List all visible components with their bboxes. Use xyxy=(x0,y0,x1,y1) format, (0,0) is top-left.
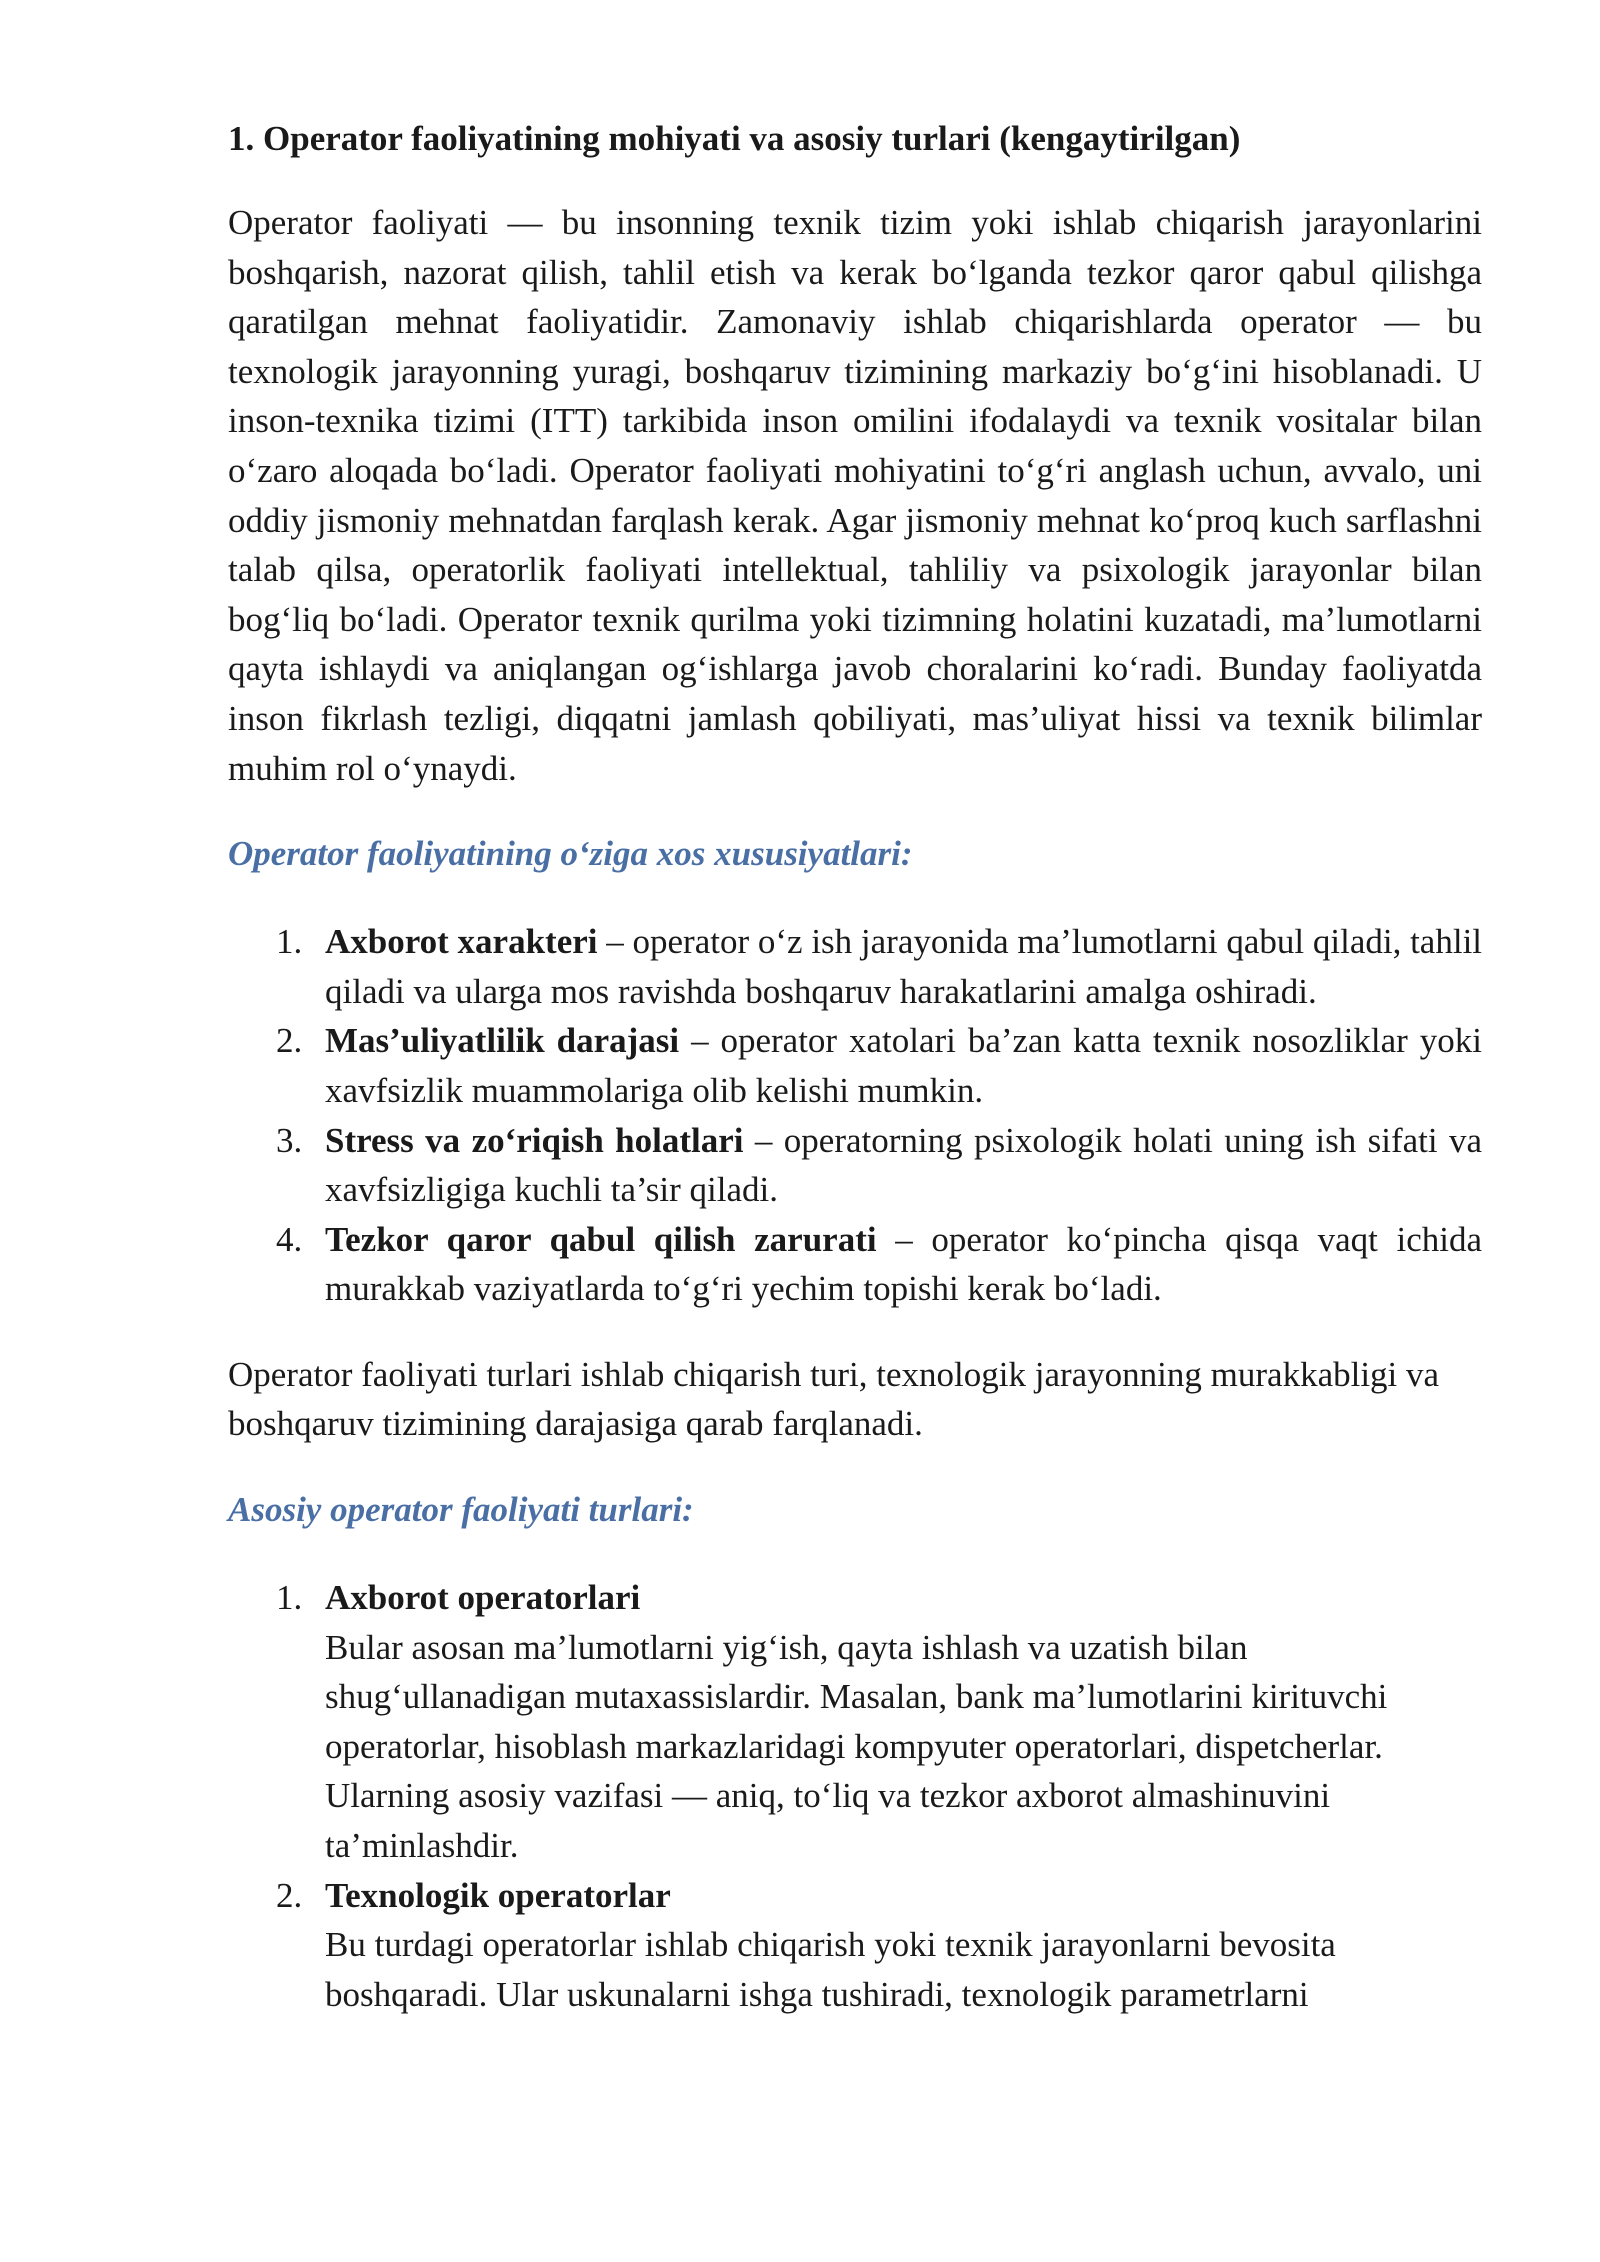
feature-text: – operatorning psixologik holati uning ish sifati va xavfsizligiga kuchli ta’sir qiladi. xyxy=(325,1120,1482,1210)
list-number: 1. xyxy=(276,922,303,962)
feature-title: Stress va zo‘riqish holatlari xyxy=(325,1120,744,1160)
types-list xyxy=(228,1573,1482,2019)
type-title: Texnologik operatorlar xyxy=(325,1875,671,1915)
types-intro-paragraph: Operator faoliyati turlari ishlab chiqarish turi, texnologik jarayonning murakkabligi va boshqaruv tizimining darajasiga qarab farqlanadi. xyxy=(228,1354,1440,1444)
features-list xyxy=(228,917,1482,1314)
feature-title: Axborot xarakteri xyxy=(325,922,598,962)
type-description: Bu turdagi operatorlar ishlab chiqarish yoki texnik jarayonlarni bevosita boshqaradi. Ular uskunalarni ishga tushiradi, texnologik parametrlarni xyxy=(325,1925,1336,2014)
document-page xyxy=(228,114,1482,2055)
feature-text: – operator xatolari ba’zan katta texnik nosozliklar yoki xavfsizlik muammolariga olib kelishi mumkin. xyxy=(325,1021,1482,1110)
list-number: 4. xyxy=(276,1219,303,1259)
feature-item xyxy=(228,1215,1482,1314)
list-number: 1. xyxy=(276,1578,303,1618)
list-number: 2. xyxy=(276,1875,303,1915)
type-item xyxy=(228,1871,1482,2020)
feature-item xyxy=(228,1116,1482,1215)
types-heading: Asosiy operator faoliyati turlari: xyxy=(228,1490,694,1530)
feature-item xyxy=(228,1016,1482,1115)
list-number: 2. xyxy=(276,1021,303,1061)
feature-title: Tezkor qaror qabul qilish zarurati xyxy=(325,1219,877,1259)
features-heading: Operator faoliyatining o‘ziga xos xususiyatlari: xyxy=(228,834,913,874)
type-item xyxy=(228,1573,1482,1871)
type-description: Bular asosan ma’lumotlarni yig‘ish, qayta ishlash va uzatish bilan shug‘ullanadigan mutaxassislardir. Masalan, bank ma’lumotlarini kirituvchi operatorlar, hisoblash markazlaridagi kompyuter operatorlari, dispetcherlar. Ularning asosiy vazifasi — aniq, to‘liq va tezkor axborot almashinuvini ta’minlashdir. xyxy=(325,1627,1388,1866)
document-heading: 1. Operator faoliyatining mohiyati va asosiy turlari (kengaytirilgan) xyxy=(228,119,1241,158)
type-title: Axborot operatorlari xyxy=(325,1578,641,1618)
feature-title: Mas’uliyatlilik darajasi xyxy=(325,1021,680,1061)
feature-text: – operator o‘z ish jarayonida ma’lumotlarni qabul qiladi, tahlil qiladi va ularga mos ravishda boshqaruv harakatlarini amalga oshiradi. xyxy=(325,922,1483,1011)
feature-text: – operator ko‘pincha qisqa vaqt ichida murakkab vaziyatlarda to‘g‘ri yechim topishi kerak bo‘ladi. xyxy=(325,1219,1482,1309)
intro-paragraph: Operator faoliyati — bu insonning texnik tizim yoki ishlab chiqarish jarayonlarini boshqarish, nazorat qilish, tahlil etish va kerak bo‘lganda tezkor qaror qabul qilishga qaratilgan mehnat faoliyatidir. Zamonaviy ishlab chiqarishlarda operator — bu texnologik jarayonning yuragi, boshqaruv tizimining markaziy bo‘g‘ini hisoblanadi. U inson-texnika tizimi (ITT) tarkibida inson omilini ifodalaydi va texnik vositalar bilan o‘zaro aloqada bo‘ladi. Operator faoliyati mohiyatini to‘g‘ri anglash uchun, avvalo, uni oddiy jismoniy mehnatdan farqlash kerak. Agar jismoniy mehnat ko‘proq kuch sarflashni talab qilsa, operatorlik faoliyati intellektual, tahliliy va psixologik jarayonlar bilan bog‘liq bo‘ladi. Operator texnik qurilma yoki tizimning holatini kuzatadi, ma’lumotlarni qayta ishlaydi va aniqlangan og‘ishlarga javob choralarini ko‘radi. Bunday faoliyatda inson fikrlash tezligi, diqqatni jamlash qobiliyati, mas’uliyat hissi va texnik bilimlar muhim rol o‘ynaydi. xyxy=(228,203,1482,788)
list-number: 3. xyxy=(276,1120,303,1160)
feature-item xyxy=(228,917,1482,1016)
